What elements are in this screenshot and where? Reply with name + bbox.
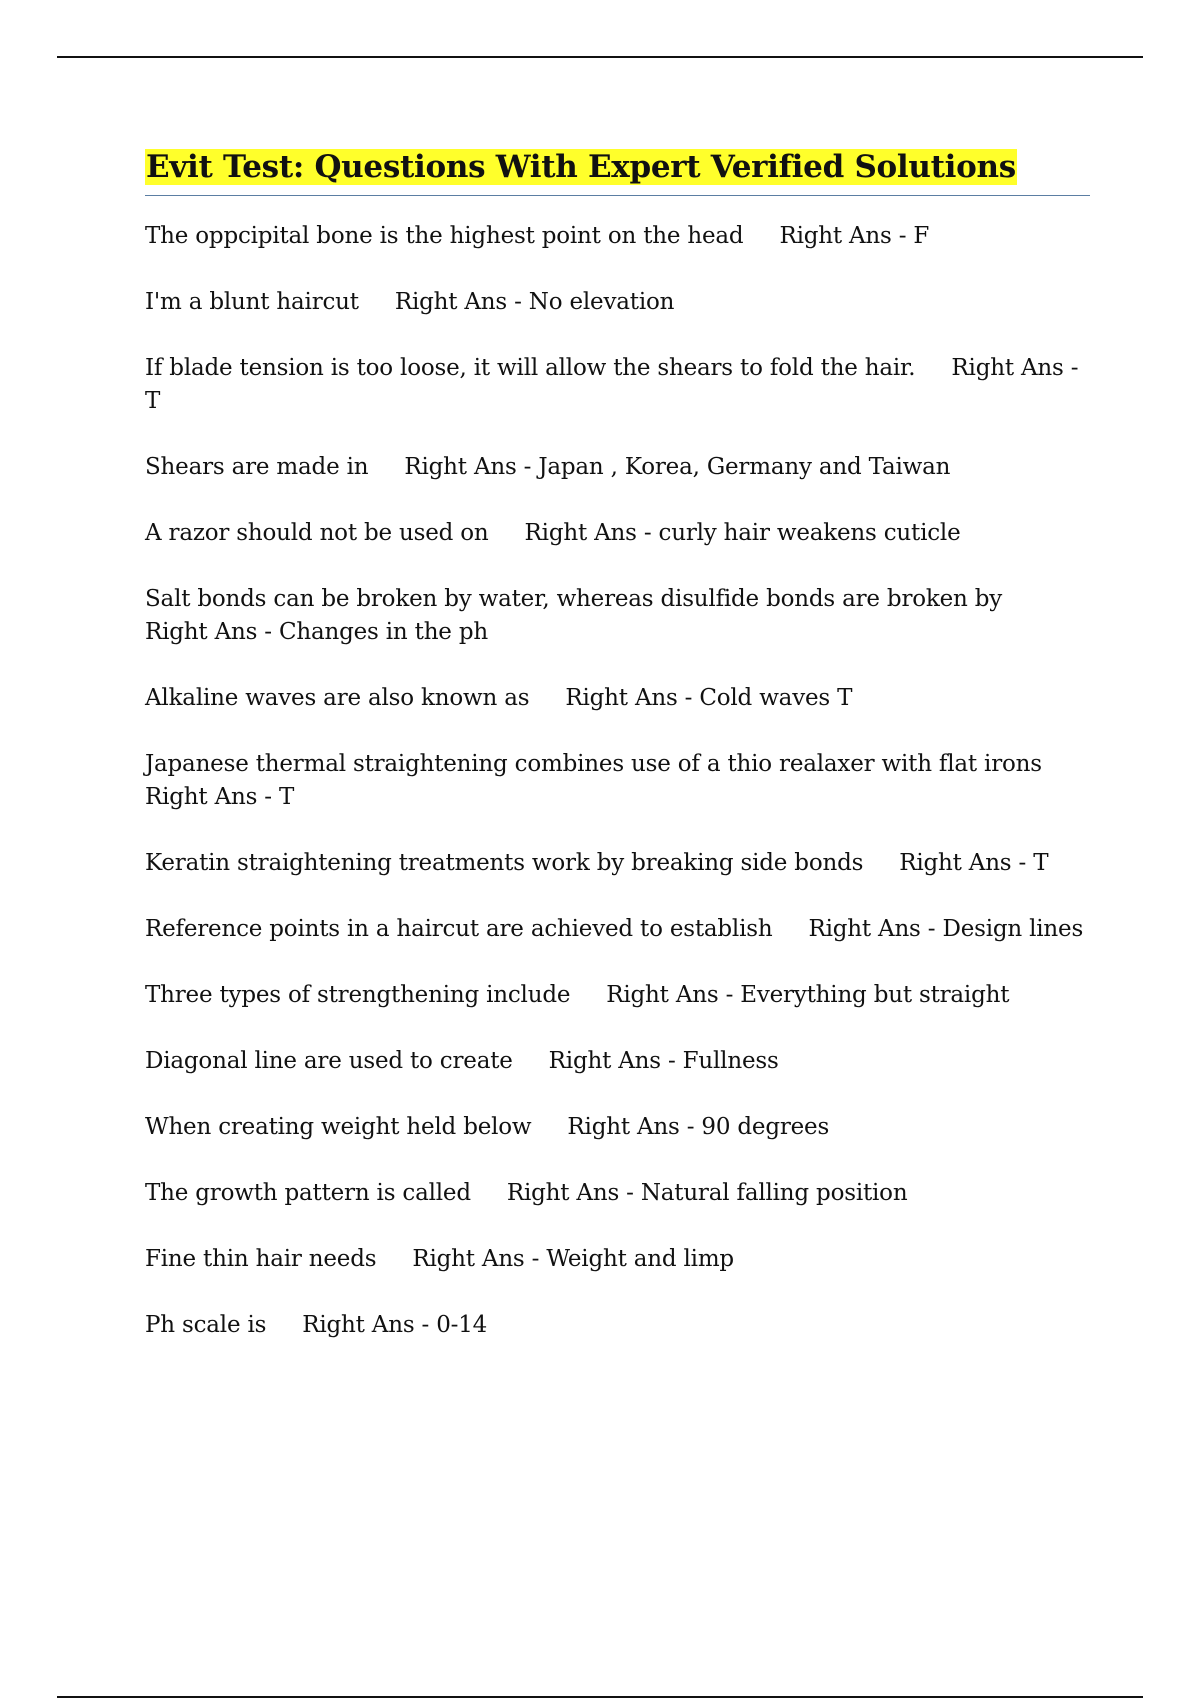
question-text: Salt bonds can be broken by water, whereas disulfide bonds are broken by [145, 586, 1003, 612]
answer-text: Right Ans - 0-14 [302, 1312, 488, 1338]
question-text: Japanese thermal straightening combines use of a thio realaxer with flat irons [145, 751, 1042, 777]
answer-text: Right Ans - F [779, 223, 930, 249]
qa-item [145, 1177, 1090, 1210]
answer-text: Right Ans - curly hair weakens cuticle [524, 520, 961, 546]
question-text: The growth pattern is called [145, 1180, 471, 1206]
answer-text: Right Ans - Cold waves T [565, 685, 853, 711]
qa-item [145, 220, 1090, 253]
qa-item [145, 583, 1090, 649]
answer-text: Right Ans - No elevation [394, 289, 675, 315]
bottom-rule [57, 1696, 1143, 1698]
qa-list [145, 220, 1090, 1342]
answer-text: Right Ans - Fullness [548, 1048, 779, 1074]
answer-text: Right Ans - T [899, 850, 1049, 876]
question-text: When creating weight held below [145, 1114, 532, 1140]
qa-item [145, 1309, 1090, 1342]
answer-text: Right Ans - Japan , Korea, Germany and Taiwan [404, 454, 951, 480]
question-text: Fine thin hair needs [145, 1246, 377, 1272]
qa-item [145, 1243, 1090, 1276]
answer-text: Right Ans - Natural falling position [506, 1180, 908, 1206]
top-rule [57, 56, 1143, 58]
question-text: The oppcipital bone is the highest point on the head [145, 223, 744, 249]
question-text: A razor should not be used on [145, 520, 489, 546]
answer-text: Right Ans - T [145, 355, 1079, 414]
question-text: If blade tension is too loose, it will allow the shears to fold the hair. [145, 355, 916, 381]
qa-item [145, 847, 1090, 880]
question-text: Diagonal line are used to create [145, 1048, 513, 1074]
answer-text: Right Ans - Everything but straight [606, 982, 1010, 1008]
document-body [145, 146, 1090, 1375]
question-text: Keratin straightening treatments work by breaking side bonds [145, 850, 864, 876]
question-text: Three types of strengthening include [145, 982, 571, 1008]
qa-item [145, 352, 1090, 418]
question-text: Ph scale is [145, 1312, 267, 1338]
qa-item [145, 286, 1090, 319]
question-text: Shears are made in [145, 454, 369, 480]
question-text: Reference points in a haircut are achieved to establish [145, 916, 773, 942]
document-title: Evit Test: Questions With Expert Verified Solutions [146, 149, 1016, 185]
qa-item [145, 913, 1090, 946]
answer-text: Right Ans - 90 degrees [567, 1114, 830, 1140]
qa-item [145, 1111, 1090, 1144]
question-text: Alkaline waves are also known as [145, 685, 530, 711]
qa-item [145, 748, 1090, 814]
answer-text: Right Ans - T [145, 784, 295, 810]
answer-text: Right Ans - Weight and limp [412, 1246, 734, 1272]
qa-item [145, 517, 1090, 550]
qa-item [145, 682, 1090, 715]
question-text: I'm a blunt haircut [145, 289, 359, 315]
title-block [145, 146, 1090, 196]
qa-item [145, 451, 1090, 484]
qa-item [145, 979, 1090, 1012]
answer-text: Right Ans - Changes in the ph [145, 619, 488, 645]
answer-text: Right Ans - Design lines [808, 916, 1084, 942]
qa-item [145, 1045, 1090, 1078]
